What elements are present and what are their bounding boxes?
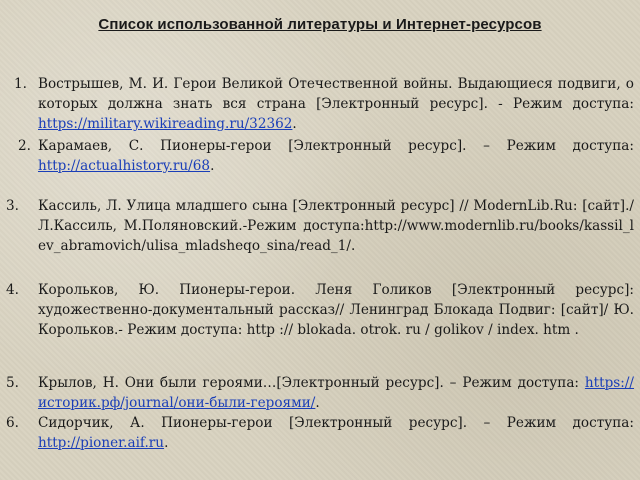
reference-text: Карамаев, С. Пионеры-герои [Электронный ресурс]. – Режим доступа: bbox=[38, 138, 634, 154]
page-title: Список использованной литературы и Интернет-ресурсов bbox=[98, 16, 542, 33]
reference-text: Кассиль, Л. Улица младшего сына [Электронный ресурс] // ModernLib.Ru: [сайт]./ Л.Кассиль, М.Поляновский.-Режим доступа:http://www.modernlib.ru/books/kassil_lev_abramovich/ulisa_mladsheqo_sina/read_1/. bbox=[38, 198, 634, 254]
reference-end: . bbox=[164, 435, 169, 451]
reference-item bbox=[6, 373, 634, 413]
reference-item bbox=[6, 196, 634, 256]
reference-number: 6. bbox=[6, 415, 19, 431]
reference-text: Корольков, Ю. Пионеры-герои. Леня Голиков [Электронный ресурс]: художественно-документальный рассказ// Ленинград Блокада Подвиг: [сайт]/ Ю. Корольков.- Режим доступа: http :// blokada. otrok. ru / golikov / index. htm . bbox=[38, 282, 634, 338]
reference-item bbox=[14, 74, 634, 134]
reference-item bbox=[18, 136, 634, 176]
reference-end: . bbox=[210, 158, 215, 174]
reference-text: Вострышев, М. И. Герои Великой Отечественной войны. Выдающиеся подвиги, о которых должна знать вся страна [Электронный ресурс]. - Режим доступа: bbox=[38, 76, 634, 112]
reference-end: . bbox=[315, 395, 320, 411]
reference-text: Сидорчик, А. Пионеры-герои [Электронный ресурс]. – Режим доступа: bbox=[38, 415, 634, 431]
reference-number: 3. bbox=[6, 198, 19, 214]
reference-item bbox=[6, 413, 634, 453]
reference-number: 4. bbox=[6, 282, 19, 298]
reference-number: 2. bbox=[18, 138, 31, 154]
reference-link[interactable]: https://историк.рф/journal/они-были-героями/ bbox=[38, 375, 634, 411]
reference-link[interactable]: http://pioner.aif.ru bbox=[38, 435, 165, 451]
reference-link[interactable]: https://military.wikireading.ru/32362 bbox=[38, 116, 293, 132]
reference-end: . bbox=[292, 116, 297, 132]
reference-text: Крылов, Н. Они были героями…[Электронный ресурс]. – Режим доступа: bbox=[38, 375, 585, 391]
reference-link[interactable]: http://actualhistory.ru/68 bbox=[38, 158, 211, 174]
reference-number: 1. bbox=[14, 76, 27, 92]
reference-number: 5. bbox=[6, 375, 19, 391]
reference-item bbox=[6, 280, 634, 340]
